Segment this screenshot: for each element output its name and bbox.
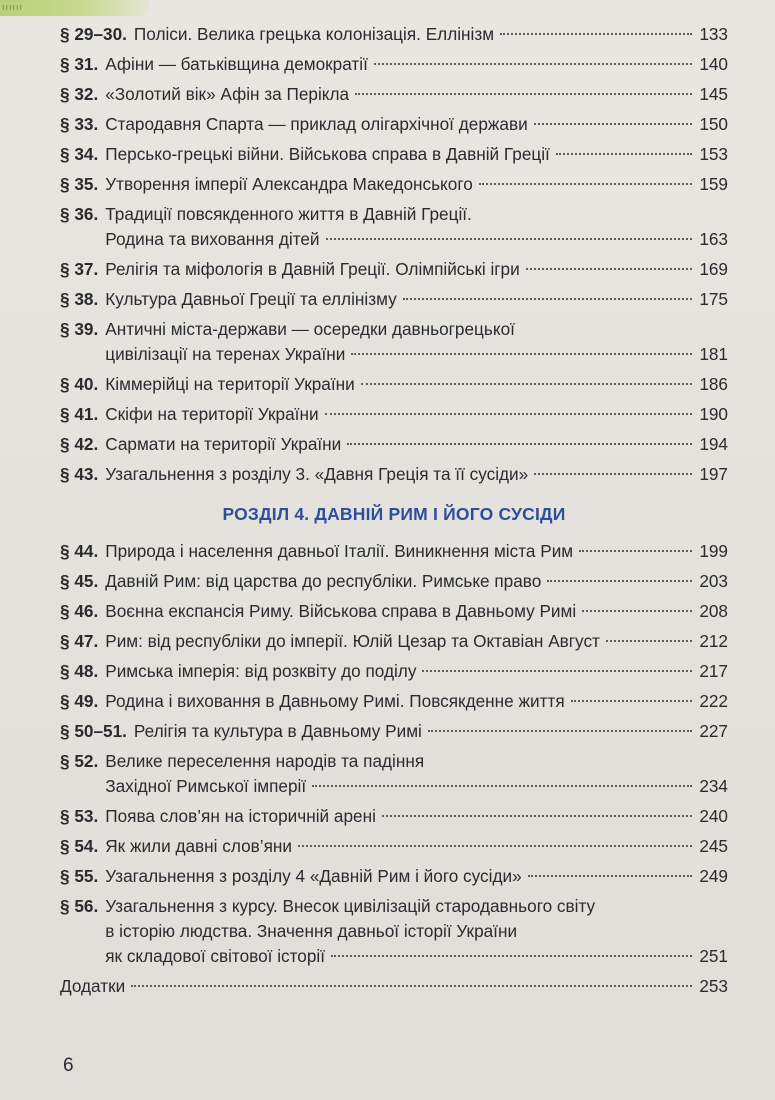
toc-entry-body xyxy=(105,749,728,799)
toc-entry-body xyxy=(105,894,728,969)
toc-entry-title: Родина і виховання в Давньому Римі. Повсякденне життя xyxy=(105,691,565,711)
toc-entry-body xyxy=(134,719,728,744)
toc-entry-line xyxy=(105,539,728,564)
toc-entry-number: § 50–51. xyxy=(60,721,127,741)
toc-entry-page: 133 xyxy=(699,24,728,44)
toc-entry-title: як складової світової історії xyxy=(105,946,325,966)
toc-entry-line xyxy=(105,172,728,197)
toc-entry-number: § 41. xyxy=(60,404,99,424)
toc-entry-page: 222 xyxy=(699,691,728,711)
toc-entry-line xyxy=(105,142,728,167)
toc-entry-line xyxy=(105,402,728,427)
toc-entry-number: § 49. xyxy=(60,691,99,711)
toc-entry-title: Природа і населення давньої Італії. Виникнення міста Рим xyxy=(105,541,574,561)
toc-entry xyxy=(60,462,728,487)
toc-entry-title: цивілізації на теренах України xyxy=(105,344,346,364)
toc-entry xyxy=(60,372,728,397)
toc-entry-page: 159 xyxy=(699,174,728,194)
toc-entry xyxy=(60,834,728,859)
toc-entry xyxy=(60,172,728,197)
toc-entry-page: 199 xyxy=(699,541,728,561)
toc-entry-body xyxy=(105,112,728,137)
toc-entry-body xyxy=(105,287,728,312)
section-heading: РОЗДІЛ 4. ДАВНІЙ РИМ І ЙОГО СУСІДИ xyxy=(222,504,566,524)
toc-entry-title: Утворення імперії Александра Македонського xyxy=(105,174,473,194)
toc-entry-body xyxy=(105,52,728,77)
toc-entry-page: 175 xyxy=(699,289,728,309)
toc-entry-body xyxy=(134,22,728,47)
toc-entry-body xyxy=(105,402,728,427)
toc-entry-page: 227 xyxy=(699,721,728,741)
toc-entry-line xyxy=(105,82,728,107)
toc-entry-body xyxy=(105,432,728,457)
toc-entry-title-line: Античні міста-держави — осередки давньогрецької xyxy=(105,319,515,339)
toc-entry-body xyxy=(105,539,728,564)
dot-leader xyxy=(500,33,692,35)
toc-entry-number: § 46. xyxy=(60,601,99,621)
dot-leader xyxy=(131,985,692,987)
toc-entry-number: § 48. xyxy=(60,661,99,681)
dot-leader xyxy=(534,473,692,475)
toc-entry-page: 251 xyxy=(699,946,728,966)
toc-entry-number: § 38. xyxy=(60,289,99,309)
toc-entry-body xyxy=(105,317,728,367)
toc-entry-title: Кіммерійці на території України xyxy=(105,374,355,394)
toc-entry-page: 181 xyxy=(699,344,728,364)
toc-entry-line xyxy=(105,774,728,799)
toc-entry-body xyxy=(105,462,728,487)
toc-entry xyxy=(60,689,728,714)
toc-entry xyxy=(60,864,728,889)
dot-leader xyxy=(351,353,692,355)
toc-entry-title: Узагальнення з розділу 4 «Давній Рим і його сусіди» xyxy=(105,866,522,886)
toc-entry-title-line: в історію людства. Значення давньої історії України xyxy=(105,921,518,941)
toc-entry-title-line: Узагальнення з курсу. Внесок цивілізацій стародавнього світу xyxy=(105,896,596,916)
toc-entry-number: § 36. xyxy=(60,204,99,224)
toc-entry-line xyxy=(105,659,728,684)
toc-entry-line xyxy=(105,462,728,487)
toc-entry-page: 208 xyxy=(699,601,728,621)
toc-entry-page: 217 xyxy=(699,661,728,681)
dot-leader xyxy=(347,443,692,445)
toc-entry-number: § 37. xyxy=(60,259,99,279)
toc-entry xyxy=(60,432,728,457)
toc-entry-page: 163 xyxy=(699,229,728,249)
toc-entry-title: Західної Римської імперії xyxy=(105,776,307,796)
toc-entry xyxy=(60,52,728,77)
toc-entry-title: Поліси. Велика грецька колонізація. Еллінізм xyxy=(133,24,495,44)
dot-leader xyxy=(428,730,692,732)
toc-entry-title: Родина та виховання дітей xyxy=(105,229,320,249)
decor-marks: ıııııı xyxy=(2,2,24,12)
toc-entry-number: § 42. xyxy=(60,434,99,454)
toc-entry-line xyxy=(105,257,728,282)
toc-entry xyxy=(60,402,728,427)
toc-entry-number: § 56. xyxy=(60,896,99,916)
toc-entry-page: 245 xyxy=(699,836,728,856)
toc-entry-body xyxy=(105,82,728,107)
toc-entry-number: § 54. xyxy=(60,836,99,856)
toc-entry xyxy=(60,659,728,684)
toc-entry-title: Давній Рим: від царства до республіки. Римське право xyxy=(105,571,542,591)
toc-entry-page: 203 xyxy=(699,571,728,591)
dot-leader xyxy=(579,550,692,552)
toc-entry-body xyxy=(60,974,728,999)
toc-entry-line xyxy=(105,432,728,457)
toc-entry-body xyxy=(105,257,728,282)
toc-entry-page: 253 xyxy=(699,976,728,996)
toc-entry-line xyxy=(60,974,728,999)
toc-entry-page: 145 xyxy=(699,84,728,104)
toc-entry-page: 140 xyxy=(699,54,728,74)
page-number: 6 xyxy=(63,1055,74,1076)
dot-leader xyxy=(556,153,692,155)
toc-entry-line xyxy=(105,804,728,829)
toc-entry-title: Афіни — батьківщина демократії xyxy=(105,54,368,74)
toc-entry-number: § 35. xyxy=(60,174,99,194)
toc-entry-page: 197 xyxy=(699,464,728,484)
dot-leader xyxy=(298,845,692,847)
dot-leader xyxy=(403,298,692,300)
toc-entry-body xyxy=(105,629,728,654)
toc-entry-number: § 52. xyxy=(60,751,99,771)
toc-entry-body xyxy=(105,569,728,594)
toc-entry-page: 153 xyxy=(699,144,728,164)
toc-entry xyxy=(60,629,728,654)
toc-entry-line xyxy=(105,599,728,624)
toc-entry-line xyxy=(105,834,728,859)
dot-leader xyxy=(326,238,692,240)
toc-entry-body xyxy=(105,202,728,252)
toc-entry-line xyxy=(105,342,728,367)
toc-entry-number: § 40. xyxy=(60,374,99,394)
toc-entry-title: Сармати на території України xyxy=(105,434,342,454)
toc-entry-page: 212 xyxy=(699,631,728,651)
toc-entry-line xyxy=(105,112,728,137)
toc-entry xyxy=(60,142,728,167)
toc-entry-line xyxy=(105,227,728,252)
toc-entry-number: § 32. xyxy=(60,84,99,104)
toc-entry-line xyxy=(105,629,728,654)
toc-entry-title: Релігія та культура в Давньому Римі xyxy=(133,721,422,741)
toc-entry-number: § 29–30. xyxy=(60,24,127,44)
toc-entry xyxy=(60,804,728,829)
toc-entry-body xyxy=(105,372,728,397)
toc-entry-body xyxy=(105,172,728,197)
toc-entry-number: § 53. xyxy=(60,806,99,826)
toc-entry-body xyxy=(105,804,728,829)
dot-leader xyxy=(331,955,692,957)
toc-entry xyxy=(60,112,728,137)
toc-entry-title: Персько-грецькі війни. Військова справа в Давній Греції xyxy=(105,144,550,164)
corner-decoration xyxy=(0,0,150,16)
toc-entry-title-line: Традиції повсякденного життя в Давній Греції. xyxy=(105,204,472,224)
toc-list-section-4 xyxy=(60,539,728,999)
toc-entry-number: § 44. xyxy=(60,541,99,561)
toc-entry-line xyxy=(105,944,728,969)
toc-entry-line xyxy=(134,22,728,47)
toc-entry-page: 240 xyxy=(699,806,728,826)
toc-entry-page: 169 xyxy=(699,259,728,279)
toc-entry-page: 190 xyxy=(699,404,728,424)
toc-entry-number: § 43. xyxy=(60,464,99,484)
toc-entry xyxy=(60,22,728,47)
toc-entry-body xyxy=(105,689,728,714)
toc-entry-number: § 39. xyxy=(60,319,99,339)
dot-leader xyxy=(361,383,692,385)
toc-entry-page: 150 xyxy=(699,114,728,134)
toc-entry xyxy=(60,317,728,367)
toc-entry-number: § 33. xyxy=(60,114,99,134)
toc-entry-title-line: Велике переселення народів та падіння xyxy=(105,751,425,771)
toc-entry-title: Римська імперія: від розквіту до поділу xyxy=(105,661,417,681)
toc-entry xyxy=(60,719,728,744)
dot-leader xyxy=(422,670,692,672)
toc-entry-number: § 45. xyxy=(60,571,99,591)
dot-leader xyxy=(606,640,692,642)
toc-entry-body xyxy=(105,864,728,889)
toc-entry-title: Додатки xyxy=(60,976,126,996)
toc-list-section-3 xyxy=(60,22,728,487)
toc-entry-line xyxy=(134,719,728,744)
toc-entry-body xyxy=(105,659,728,684)
dot-leader xyxy=(547,580,692,582)
toc-entry-page: 194 xyxy=(699,434,728,454)
dot-leader xyxy=(382,815,692,817)
toc-entry xyxy=(60,257,728,282)
toc-entry-line xyxy=(105,372,728,397)
dot-leader xyxy=(312,785,692,787)
toc-entry-title: Узагальнення з розділу 3. «Давня Греція та її сусіди» xyxy=(105,464,529,484)
toc-entry-line xyxy=(105,569,728,594)
toc-entry-line xyxy=(105,864,728,889)
toc-entry-title: Поява слов’ян на історичній арені xyxy=(105,806,376,826)
toc-entry xyxy=(60,569,728,594)
toc-entry-page: 234 xyxy=(699,776,728,796)
toc-entry xyxy=(60,749,728,799)
dot-leader xyxy=(571,700,692,702)
toc-entry-line xyxy=(105,52,728,77)
dot-leader xyxy=(582,610,692,612)
toc-entry xyxy=(60,599,728,624)
toc-entry-body xyxy=(105,142,728,167)
toc-entry-page: 186 xyxy=(699,374,728,394)
dot-leader xyxy=(528,875,692,877)
toc-entry-title: Як жили давні слов’яни xyxy=(105,836,292,856)
toc-entry xyxy=(60,974,728,999)
toc-entry-body xyxy=(105,599,728,624)
toc-entry-title: «Золотий вік» Афін за Перікла xyxy=(105,84,350,104)
table-of-contents xyxy=(60,22,728,1004)
dot-leader xyxy=(325,413,692,415)
toc-entry-line xyxy=(105,287,728,312)
toc-entry-title: Скіфи на території України xyxy=(105,404,319,424)
toc-entry xyxy=(60,287,728,312)
toc-entry xyxy=(60,539,728,564)
toc-entry-number: § 55. xyxy=(60,866,99,886)
dot-leader xyxy=(534,123,692,125)
toc-entry-line xyxy=(105,689,728,714)
toc-entry-number: § 47. xyxy=(60,631,99,651)
toc-entry xyxy=(60,82,728,107)
toc-entry-page: 249 xyxy=(699,866,728,886)
toc-entry-title: Стародавня Спарта — приклад олігархічної держави xyxy=(105,114,528,134)
toc-entry xyxy=(60,202,728,252)
toc-entry-number: § 34. xyxy=(60,144,99,164)
dot-leader xyxy=(479,183,692,185)
dot-leader xyxy=(355,93,692,95)
toc-entry-title: Релігія та міфологія в Давній Греції. Олімпійські ігри xyxy=(105,259,520,279)
dot-leader xyxy=(526,268,692,270)
toc-entry-title: Культура Давньої Греції та еллінізму xyxy=(105,289,397,309)
toc-entry-title: Рим: від республіки до імперії. Юлій Цезар та Октавіан Август xyxy=(105,631,600,651)
dot-leader xyxy=(374,63,692,65)
toc-entry-body xyxy=(105,834,728,859)
toc-entry xyxy=(60,894,728,969)
toc-entry-number: § 31. xyxy=(60,54,99,74)
toc-entry-title: Воєнна експансія Риму. Військова справа в Давньому Римі xyxy=(105,601,577,621)
